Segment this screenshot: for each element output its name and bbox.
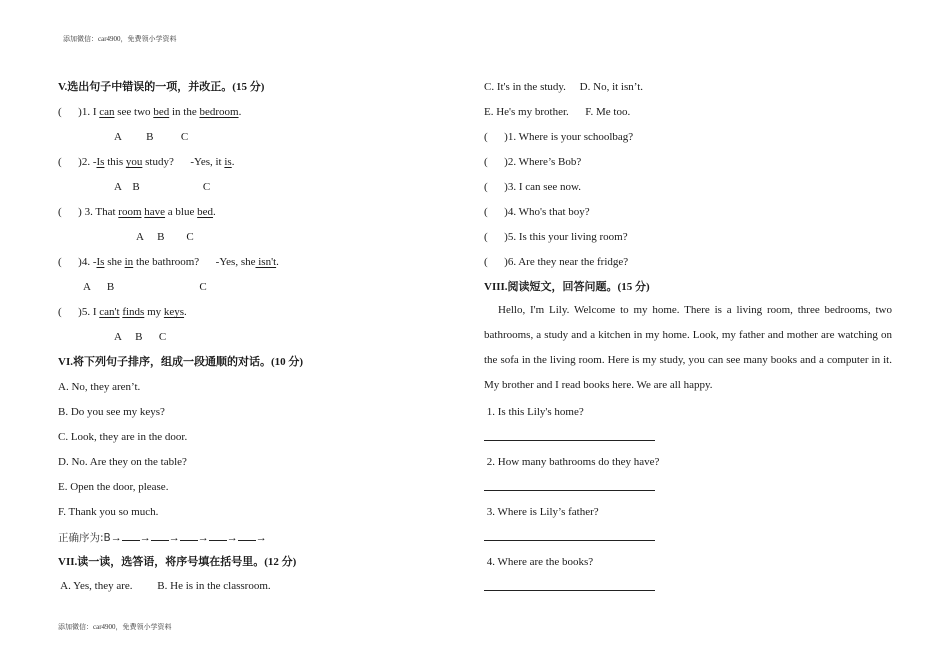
s5-q2-choices: A B C (114, 181, 211, 193)
s6-item-b: B. Do you see my keys? (58, 406, 165, 418)
s7-question-4: ( )4. Who's that boy? (484, 206, 590, 218)
section-5-title: V.选出句子中错误的一项，并改正。(15 分) (58, 81, 265, 93)
s7-question-6: ( )6. Are they near the fridge? (484, 256, 629, 268)
s6-item-e: E. Open the door, please. (58, 481, 169, 493)
s7-question-2: ( )2. Where’s Bob? (484, 156, 582, 168)
s5-q4-choices: A B C (83, 281, 207, 293)
s6-order-answer: 正确序为:B→ → → → → → (58, 532, 267, 544)
s5-question-2: ( )2. -Is this you study? -Yes, it is. (58, 156, 235, 168)
s5-question-1: ( )1. I can see two bed in the bedroom. (58, 106, 242, 118)
s7-options-ef: E. He's my brother. F. Me too. (484, 106, 631, 118)
s7-question-5: ( )5. Is this your living room? (484, 231, 628, 243)
s8-answer-line-4[interactable] (484, 590, 655, 591)
footer-note: 添加微信：car4900，免费领小学资料 (58, 623, 172, 631)
s5-q5-choices: A B C (114, 331, 167, 343)
header-note: 添加微信：car4900，免费领小学资料 (63, 35, 177, 43)
s6-item-a: A. No, they aren’t. (58, 381, 141, 393)
s5-question-4: ( )4. -Is she in the bathroom? -Yes, she isn't. (58, 256, 279, 268)
section-7-title: VII.读一读，选答语，将序号填在括号里。(12 分) (58, 556, 297, 568)
s8-passage: Hello, I'm Lily. Welcome to my home. There is a living room, three bedrooms, two bathrooms, a study and a kitchen in my home. Look, my father and mother are watching on the sofa in the living room. Here is my study, you can see many books and a computer in it. My brother and I read books here. We are all happy. (484, 304, 892, 391)
s7-options-ab: A. Yes, they are. B. He is in the classroom. (58, 580, 271, 592)
s8-answer-line-3[interactable] (484, 540, 655, 541)
s6-item-d: D. No. Are they on the table? (58, 456, 187, 468)
order-blank-3[interactable] (180, 530, 198, 541)
s5-question-5: ( )5. I can't finds my keys. (58, 306, 187, 318)
order-blank-5[interactable] (238, 530, 256, 541)
s5-question-3: ( ) 3. That room have a blue bed. (58, 206, 216, 218)
s7-options-cd: C. It's in the study. D. No, it isn’t. (484, 81, 644, 93)
s8-question-2: 2. How many bathrooms do they have? (484, 456, 660, 468)
order-blank-4[interactable] (209, 530, 227, 541)
s7-question-1: ( )1. Where is your schoolbag? (484, 131, 634, 143)
order-blank-1[interactable] (122, 530, 140, 541)
s8-question-4: 4. Where are the books? (484, 556, 594, 568)
section-8-title: VIII.阅读短文，回答问题。(15 分) (484, 281, 650, 293)
s8-question-1: 1. Is this Lily's home? (484, 406, 584, 418)
order-blank-2[interactable] (151, 530, 169, 541)
s8-question-3: 3. Where is Lily’s father? (484, 506, 599, 518)
s5-q1-choices: A B C (114, 131, 189, 143)
s7-question-3: ( )3. I can see now. (484, 181, 582, 193)
s8-answer-line-1[interactable] (484, 440, 655, 441)
s5-q3-choices: A B C (136, 231, 194, 243)
s8-answer-line-2[interactable] (484, 490, 655, 491)
s6-item-f: F. Thank you so much. (58, 506, 159, 518)
s6-item-c: C. Look, they are in the door. (58, 431, 188, 443)
section-6-title: VI.将下列句子排序，组成一段通顺的对话。(10 分) (58, 356, 304, 368)
